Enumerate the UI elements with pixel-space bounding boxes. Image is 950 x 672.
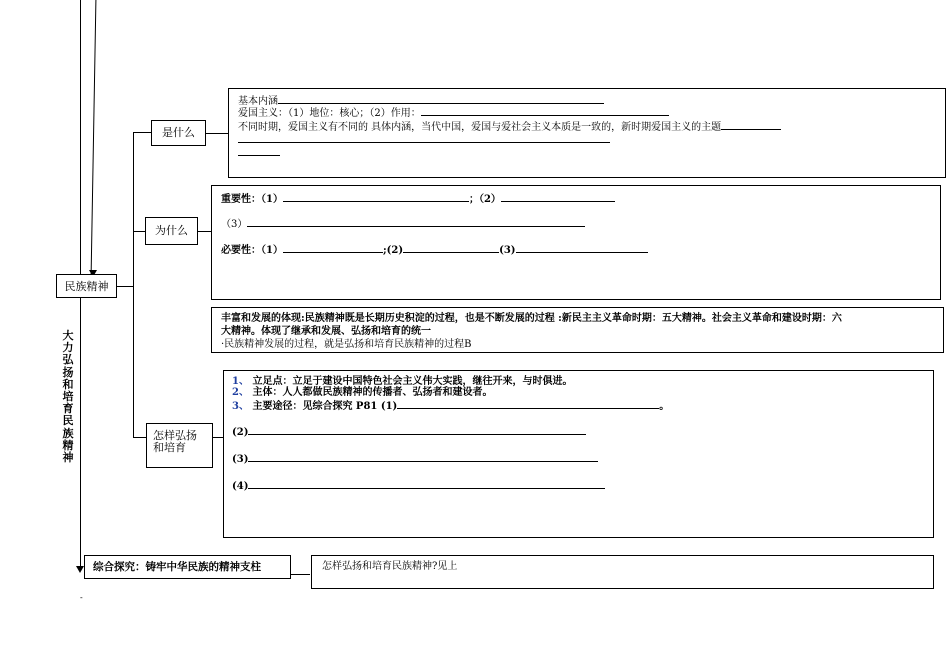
why-content-box — [211, 185, 941, 300]
explore-label: 综合探究：铸牢中华民族的精神支柱 — [93, 561, 261, 573]
what-line3: 不同时期，爱国主义有不同的 具体内涵，当代中国，爱国与爱社会主义本质是一致的，新时期爱国主义的主题 — [238, 120, 781, 134]
root-connector — [117, 286, 133, 287]
why-item3: （3） — [221, 217, 585, 231]
answer-label: 怎样弘扬和培育民族精神?见上 — [322, 561, 458, 572]
node-what — [151, 120, 206, 146]
vertical-title: 大力弘扬和培育民族精神 — [62, 329, 74, 465]
how-point2: 2、 主体：人人都做民族精神的传播者、弘扬者和建设者。 — [232, 387, 493, 398]
branch-how-connector — [133, 437, 146, 438]
arrow-down-icon — [76, 566, 84, 573]
explore-box — [84, 555, 291, 579]
rich-line2: 大精神。体现了继承和发展、弘扬和培育的统一 — [221, 326, 431, 337]
branch-what-connector — [133, 132, 151, 133]
answer-box — [311, 555, 934, 589]
node-why — [145, 217, 198, 245]
root-node — [56, 274, 117, 298]
what-line2: 爱国主义：（1）地位：核心；（2）作用： — [238, 106, 669, 120]
what-blank-line — [238, 142, 610, 143]
how-point1: 1、 立足点：立足于建设中国特色社会主义伟大实践，继往开来，与时俱进。 — [232, 376, 573, 387]
how-point3: 3、 主要途径：见综合探究 P81 (1) 。 — [232, 401, 670, 412]
stray-dash: - — [80, 593, 83, 602]
what-content-box — [228, 88, 946, 178]
rich-content-box — [211, 307, 944, 353]
rich-line1: 丰富和发展的体现:民族精神既是长期历史积淀的过程，也是不断发展的过程 :新民主主义革命时期：五大精神。社会主义革命和建设时期：六 — [221, 313, 842, 324]
how-way2: (2) — [232, 425, 586, 439]
rich-line3: ·民族精神发展的过程，就是弘扬和培育民族精神的过程B — [221, 339, 472, 350]
what-box-connector — [206, 133, 228, 134]
how-way3: (3) — [232, 452, 598, 466]
node-how — [146, 423, 213, 468]
node-why-label: 为什么 — [155, 224, 188, 237]
why-importance: 重要性：（1） ；（2） — [221, 192, 615, 206]
trunk-line — [133, 132, 134, 437]
what-blank-short — [238, 155, 280, 156]
node-what-label: 是什么 — [162, 126, 195, 139]
why-necessity: 必要性：（1） ;(2) (3) — [221, 243, 648, 257]
top-connector-line — [91, 0, 97, 276]
explore-connector — [291, 574, 310, 575]
root-node-label: 民族精神 — [64, 280, 109, 293]
branch-why-connector — [133, 231, 145, 232]
how-content-box — [223, 370, 934, 538]
how-way4: (4) — [232, 479, 605, 493]
how-box-connector — [213, 437, 223, 438]
node-how-label-2: 和培育 — [153, 441, 186, 454]
node-how-label-1: 怎样弘扬 — [153, 429, 197, 442]
what-line1: 基本内涵 — [238, 94, 604, 108]
why-box-connector — [198, 231, 211, 232]
